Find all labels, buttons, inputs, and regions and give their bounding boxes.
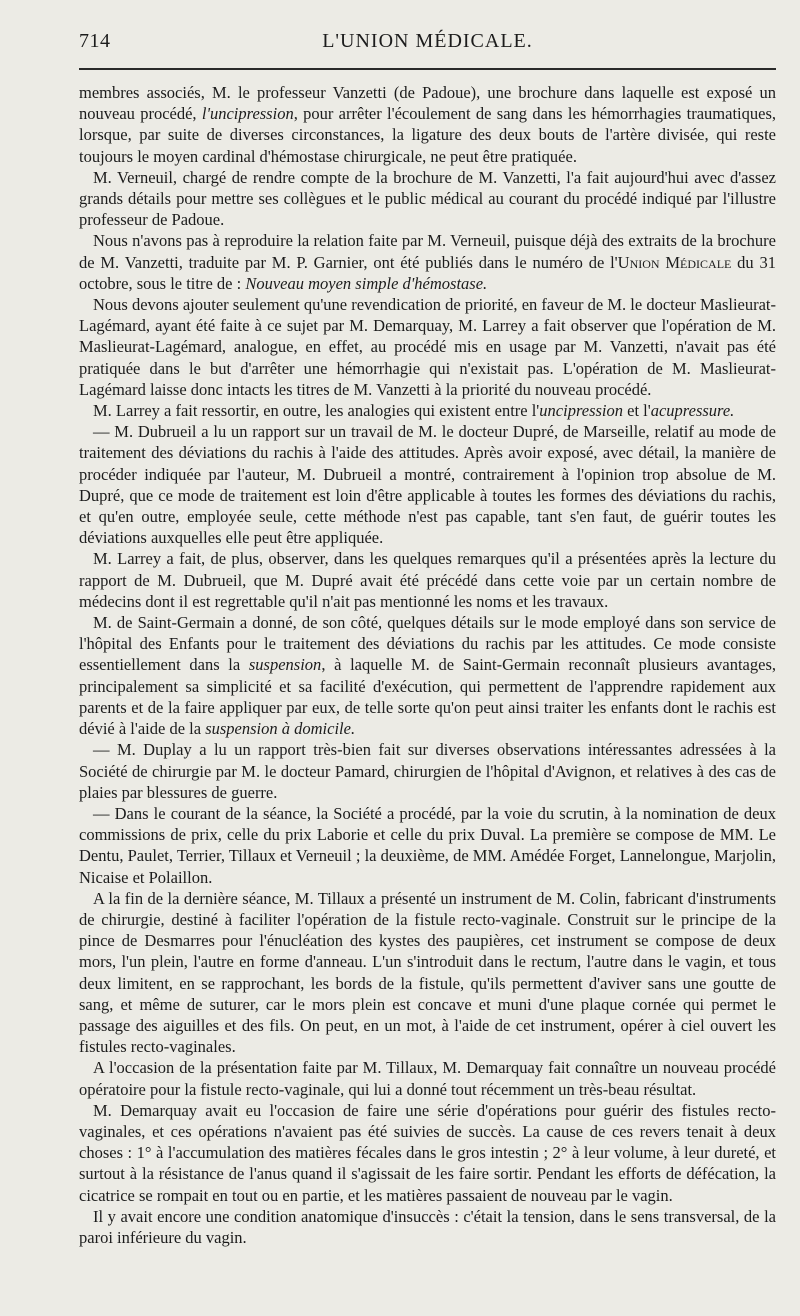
paragraph: [79, 421, 776, 548]
text-run: Nous devons ajouter seulement qu'une revendication de priorité, en faveur de M. le docteur Maslieurat-Lagémard, ayant été faite à ce sujet par M. Demarquay, M. Larrey a fait observer que l'opération de M. Maslieurat-Lagémard, analogue, en effet, au procédé mis en usage par M. Vanzetti, n'avait pas été pratiquée dans le but d'arrêter une hémorrhagie qui n'existait pas. L'opération de M. Maslieurat-Lagémard laisse donc intacts les titres de M. Vanzetti à la priorité du nouveau procédé.: [79, 295, 776, 399]
text-run: Nous n'avons pas à reproduire la relation faite par M. Verneuil, puisque déjà des extraits de la brochure de M. Vanzetti, traduite par M. P. Garnier, ont été publiés dans le numéro de l': [79, 231, 776, 272]
article-body: [79, 82, 776, 1248]
text-run: — Dans le courant de la séance, la Société a procédé, par la voie du scrutin, à la nomination de deux commissions de prix, celle du prix Laborie et celle du prix Duval. La première se compose de MM. Le Dentu, Paulet, Terrier, Tillaux et Verneuil ; la deuxième, de MM. Amédée Forget, Lannelongue, Marjolin, Nicaise et Polaillon.: [79, 803, 776, 887]
paragraph: [79, 739, 776, 803]
text-run: suspension: [248, 655, 322, 675]
paragraph: [79, 548, 776, 612]
text-run: membres associés, M. le professeur Vanzetti (de Padoue), une brochure dans laquelle est exposé un nouveau procédé,: [79, 83, 776, 124]
text-run: l'uncipression: [201, 104, 294, 124]
text-run: M. de Saint-Germain a donné, de son côté, quelques détails sur le mode employé dans son service de l'hôpital des Enfants pour le traitement des déviations du rachis par les attitudes. Ce mode consiste essentiellement dans la: [79, 613, 776, 675]
text-run: uncipression: [539, 401, 624, 421]
paragraph: [79, 888, 776, 1058]
page-header: [79, 30, 776, 60]
paragraph: [79, 230, 776, 294]
running-title: L'UNION MÉDICALE.: [322, 30, 533, 52]
text-run: , à laquelle M. de Saint-Germain reconnaît plusieurs avantages, principalement sa simplicité et sa facilité d'exécution, qui permettent de l'apprendre rapidement aux parents et de la faire appliquer par eux, de telle sorte qu'on peut ainsi traiter les enfants dont le rachis est dévié à l'aide de la: [79, 655, 776, 739]
text-run: — M. Duplay a lu un rapport très-bien fait sur diverses observations intéressantes adressées à la Société de chirurgie par M. le docteur Pamard, chirurgien de l'hôpital d'Avignon, et relatives à des cas de plaies par blessures de guerre.: [79, 740, 776, 802]
paragraph: [79, 1100, 776, 1206]
text-run: M. Larrey a fait, de plus, observer, dans les quelques remarques qu'il a présentées après la lecture du rapport de M. Dubrueil, que M. Dupré avait été précédé dans cette voie par un certain nombre de médecins dont il est regrettable qu'il n'ait pas mentionné les noms et les travaux.: [79, 549, 776, 611]
paragraph: [79, 294, 776, 400]
text-run: Nouveau moyen simple d'hémostase.: [245, 273, 488, 293]
text-run: M. Verneuil, chargé de rendre compte de la brochure de M. Vanzetti, l'a fait aujourd'hui avec d'assez grands détails pour mettre ses collègues et le public médical au courant du procédé indiqué par l'illustre professeur de Padoue.: [79, 167, 776, 230]
paragraph: [79, 1206, 776, 1248]
paragraph: [79, 803, 776, 888]
paragraph: [79, 1057, 776, 1099]
text-run: , pour arrêter l'écoulement de sang dans les hémorrhagies traumatiques, lorsque, par suite de diverses circonstances, la ligature des deux bouts de l'artère divisée, qui reste toujours le moyen cardinal d'hémostase chirurgicale, ne peut être pratiquée.: [79, 104, 776, 166]
text-run: du 31 octobre, sous le titre de :: [79, 252, 776, 293]
page-number: 714: [79, 30, 111, 52]
paragraph: [79, 82, 776, 167]
header-rule: [79, 68, 776, 70]
text-run: — M. Dubrueil a lu un rapport sur un travail de M. le docteur Dupré, de Marseille, relatif au mode de traitement des déviations du rachis à l'aide des attitudes. Après avoir exposé, avec détail, la manière de procéder indiquée par l'auteur, M. Dubrueil a montré, contrairement à l'opinion trop absolue de M. Dupré, que ce mode de traitement est loin d'être applicable à toutes les formes des déviations du rachis, et qu'en outre, employée seule, cette méthode n'est pas capable, tant s'en faut, de guérir toutes les déviations auxquelles elle peut être appliquée.: [79, 422, 776, 548]
text-run: Il y avait encore une condition anatomique d'insuccès : c'était la tension, dans le sens transversal, de la paroi inférieure du vagin.: [79, 1206, 776, 1247]
text-run: M. Larrey a fait ressortir, en outre, les analogies qui existent entre l': [93, 401, 540, 421]
text-run: acupressure.: [650, 401, 735, 421]
paragraph: [79, 612, 776, 739]
text-run: Union Médicale: [617, 252, 732, 272]
text-run: suspension à domicile.: [205, 719, 356, 739]
paragraph: [79, 167, 776, 231]
text-run: et l': [623, 401, 651, 421]
text-run: M. Demarquay avait eu l'occasion de faire une série d'opérations pour guérir des fistules recto-vaginales, et ces opérations n'avaient pas été suivies de succès. La cause de ces revers tenait à deux choses : 1° à l'accumulation des matières fécales dans le gros intestin ; 2° à leur volume, à leur dureté, et surtout à la résistance de l'anus quand il s'agissait de les faire sortir. Pendant les efforts de défécation, la cicatrice se rompait en tout ou en partie, et les matières passaient de nouveau par le vagin.: [79, 1100, 776, 1205]
text-run: A la fin de la dernière séance, M. Tillaux a présenté un instrument de M. Colin, fabricant d'instruments de chirurgie, destiné à faciliter l'opération de la fistule recto-vaginale. Construit sur le principe de la pince de Desmarres pour l'énucléation des kystes des paupières, cet instrument se compose de deux mors, l'un plein, l'autre en forme d'anneau. L'un s'introduit dans le rectum, l'autre dans le vagin, et tous deux limitent, en se rapprochant, les bords de la fistule, qu'ils permettent d'aviver sans une goutte de sang, et même de suturer, car le mors plein est concave et muni d'une plaque cornée qui permet le passage des aiguilles et des fils. On peut, en un mot, à l'aide de cet instrument, opérer à ciel ouvert les fistules recto-vaginales.: [79, 888, 776, 1057]
paragraph: [79, 400, 776, 421]
text-run: A l'occasion de la présentation faite par M. Tillaux, M. Demarquay fait connaître un nouveau procédé opératoire pour la fistule recto-vaginale, qui lui a donné tout récemment un très-beau résultat.: [79, 1058, 776, 1099]
